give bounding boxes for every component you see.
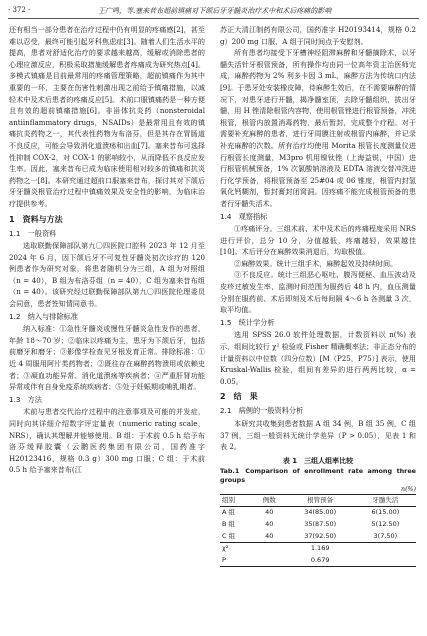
table-row <box>220 519 416 531</box>
paragraph: ③不良反应。统计三组恶心呕吐、腹泻便秘、血压波动及皮疹过敏发生率，监测时间范围为服药后 48 h 内，血压测量分别在服药前、术后即刻及术后每间隔 4～6 h 各测量 3 次，取平均值。 <box>220 270 416 315</box>
table-english-title <box>220 467 416 485</box>
right-column <box>220 24 416 567</box>
table-cell: χ² <box>220 543 253 555</box>
paragraph: 所有患者均接受下牙槽神经阻滞麻醉和牙髓摘除术，以牙髓失活针牙根管预备，所有操作均由同一位高年资主治医师完成，麻醉药物为 2% 利多卡因 3 mL，麻醉方法为传统口内法[9]。于患牙处安装橡皮障，待麻醉生效后，在不需要麻醉的情况下，对患牙进行开髓，揭净髓室顶，去除牙髓组织，拔出牙髓，用 H 锉清除根管内容物，使用根管锉进行根管预备，冲洗根管，根管内放置消毒药物，最后暂封，完成整个疗程。对于需要补充麻醉的患者，进行牙周膜注射或根管内麻醉，并记录补充麻醉的次数。所有治疗均使用 Morita 根管长度测量仪进行根管长度测量，M3pro 机用镍钛锉（上海益锐，中国）进行根管机械预备，1% 次氯酸钠溶液及 EDTA 溶液交替冲洗进行化学预备，将根管预备至 25#04 或 06 锥度，根管内封氢氧化钙糊剂，暂封膏封闭窝洞。因疼痛不能完成根管预备的患者行牙髓失活术。 <box>220 48 416 208</box>
table-unit: n(%) <box>401 485 416 493</box>
subsection-heading: 1.5 统计学分析 <box>220 317 275 327</box>
table-cell <box>355 543 416 555</box>
paragraph: 纳入标准：①急性牙髓炎或慢性牙髓炎急性发作的患者，年龄 18～70 岁；②临床以疼痛为主，患牙为下颌后牙，包括前磨牙和磨牙；③影像学检查见牙根发育正常。排除标准：①近 4 周服用阿片类药物者；②既往存在麻醉药物溃用或依赖史者；③凝血功能异常、消化道溃疡等疾病者；④严重肝肾功能异常或伴有自身免疫系统疾病者；⑤处于妊娠期或哺乳期者。 <box>9 324 205 392</box>
section-heading: 1 资料与方法 <box>9 214 63 224</box>
table-header-cell: 组别 <box>220 494 253 507</box>
table-cell <box>355 555 416 567</box>
table-cell: 40 <box>265 508 274 517</box>
table-cell: C 组 <box>222 531 236 540</box>
table-cell <box>253 543 286 555</box>
table-cell: 0.679 <box>286 555 355 567</box>
table-header-cell: 例数 <box>253 494 286 507</box>
subsection-heading: 1.1 一般资料 <box>9 228 57 238</box>
table-cell: 6(15.00) <box>371 508 400 517</box>
table-row <box>220 543 416 555</box>
subsection-heading: 1.3 方法 <box>9 394 42 404</box>
paragraph: 术前与患者交代治疗过程中的注意事项及可能的并发症，同时向其详细介绍数字评定量表（numeric rating scale，NRS），确认其理解并能够使用。B 组：于术前 0.5 h 给予布洛芬缓释胶囊（云鹏医药集团有限公司，国药准字 H20123416，规格 0.3 g）300 mg 口服；C 组：于术前 0.5 h 给予塞来昔布(江 <box>9 407 205 475</box>
left-column <box>9 24 205 476</box>
table-cell: P <box>220 555 253 567</box>
paragraph: 选用 SPSS 26.0 软件处理数据，计数资料以 n(%) 表示，组间比较行 χ² 检验或 Fisher 精确概率法；非正态分布的计量资料以中位数（四分位数）[M（P25，P75）] 表示，使用 Kruskal-Wallis 检验，组间有差异的进行两两比较，α = 0.05。 <box>220 330 416 386</box>
page-number: · 372 · <box>8 6 31 14</box>
enrollment-table <box>220 494 416 568</box>
paragraph: 本研究共收集到患者数据 A 组 34 例，B 组 35 例，C 组 37 例，三组一般资料无统计学差异（P > 0.05），见表 1 和表 2。 <box>220 419 416 452</box>
paragraph: 选取联勤保障部队第九〇四医院口腔科 2023 年 12 月至 2024 年 6 月，因下颌后牙不可复性牙髓炎初次诊疗的 120 例患者作为研究对象，将患者随机分为三组，A 组为对照组（n = 40），B 组为布洛芬组（n = 40），C 组为塞来昔布组（n = 40）。该研究经过联勤保障部队第九〇四医院伦理委员会同意，患者签知情同意书。 <box>9 241 205 309</box>
table-cell: 37(92.50) <box>304 531 337 540</box>
table-cell: 5(12.50) <box>371 519 400 528</box>
table-row <box>220 507 416 519</box>
table-row <box>220 531 416 543</box>
paragraph: ①疼痛评分。三组术前、术中及术后的疼痛程度采用 NRS 进行评价，总分 10 分，分值越低，疼痛越轻，效果越佳[10]。术后评分在麻醉效果消退后，均取极值。 <box>220 224 416 257</box>
running-header <box>8 6 419 19</box>
table-label: Tab.1 <box>220 466 240 475</box>
table-row <box>220 555 416 567</box>
section-heading: 2 结 果 <box>220 392 258 402</box>
table-title: 表 1 三组人组率比较 <box>282 456 354 465</box>
paragraph: 苏正大清江制药有限公司，国药准字 H20193414，规格 0.2 g）200 mg 口服，A 组于同时间点予安慰剂。 <box>220 25 416 46</box>
running-title: 王广鸣，等.塞来昔布超前镇痛对下颌后牙牙髓炎治疗术中和术后疼痛的影响 <box>98 7 332 15</box>
subsection-heading: 1.4 观察指标 <box>220 211 268 221</box>
table-english-caption: Comparison of enrollment rate among three groups <box>220 466 416 484</box>
table-cell: A 组 <box>222 508 236 517</box>
table-header-cell: 根管预备 <box>286 494 355 507</box>
table-cell: 40 <box>265 531 274 540</box>
paragraph: 还有相当一部分患者在治疗过程中仍有明显的疼痛感[2]，甚至难以忍受，最终可能引起牙科焦虑症[3]。随着人们生活水平的提高，患者对舒适化治疗的要求越来越高，缓解或消除患者的心理应激反应，积极采取措施缓解患者疼痛成为研究热点[4]。多模式镇痛是目前最常用的疼痛管理策略，超前镇痛作为其中重要的一环，主要在伤害性刺激出现之前给予镇痛措施，以减轻术中及术后患者的疼痛反应[5]。术前口服镇痛药是一种方便且有效的超前镇痛措施[6]。非甾体抗炎药（nonsteroidal antiinflammatory drugs，NSAIDs）是最常用且有效的镇痛抗炎药物之一，其代表性药物为布洛芬，但是其存在胃肠道不良反应，可能会导致消化道溃疡和出血[7]。塞来昔布可选择性抑制 COX-2，对 COX-1 的影响较小，从而降低不良反应发生率。因此，塞来昔布已成为临床使用相对较多的镇痛和抗炎药物之一[8]。本研究通过超前口服塞来昔布，探讨其对下颌后牙牙髓炎根管治疗过程中镇痛效果及安全性的影响，为临床治疗提供参考。 <box>9 25 205 208</box>
table-cell <box>253 555 286 567</box>
subsection-heading: 2.1 病例的一般资料分析 <box>220 406 304 416</box>
table-cell: 35(87.50) <box>304 519 337 528</box>
table-cell: B 组 <box>222 519 236 528</box>
table-header-cell: 牙髓失活 <box>355 494 416 507</box>
table-cell: 1.169 <box>286 543 355 555</box>
paragraph: ②麻醉效果。统计三组手术，麻醉起效及持续时间。 <box>234 258 398 268</box>
table-cell: 40 <box>265 519 274 528</box>
table-cell: 3(7.50) <box>373 531 398 540</box>
subsection-heading: 1.2 纳入与排除标准 <box>9 311 78 321</box>
table-cell: 34(85.00) <box>304 508 337 517</box>
